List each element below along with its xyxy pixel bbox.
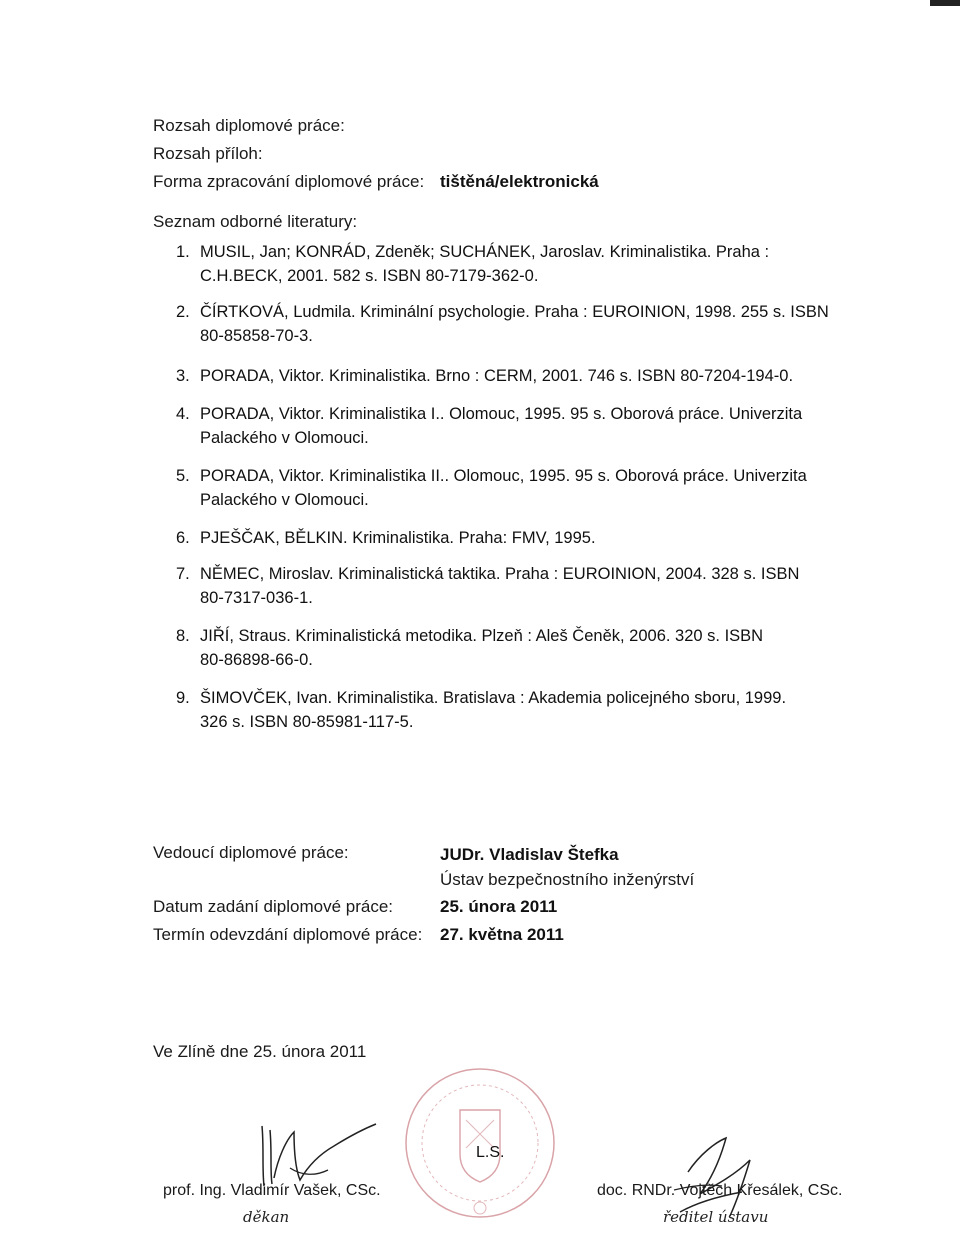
- literature-item-7: [176, 562, 799, 610]
- zadani-label: Datum zadání diplomové práce:: [153, 897, 394, 916]
- item-line-2: 326 s. ISBN 80-85981-117-5.: [200, 713, 414, 731]
- item-line-2: Palackého v Olomouci.: [200, 491, 369, 509]
- place-date: Ve Zlíně dne 25. února 2011: [153, 1042, 367, 1061]
- item-number: 3.: [176, 367, 190, 385]
- literature-item-6: [176, 526, 596, 550]
- item-line-1: PORADA, Viktor. Kriminalistika I.. Olomouc, 1995. 95 s. Oborová práce. Univerzita: [200, 405, 803, 423]
- literature-item-9: [176, 686, 786, 734]
- item-line-1: NĚMEC, Miroslav. Kriminalistická taktika. Praha : EUROINION, 2004. 328 s. ISBN: [200, 565, 800, 583]
- dean-name: prof. Ing. Vladimír Vašek, CSc.: [163, 1182, 381, 1199]
- forma-label: Forma zpracování diplomové práce:: [153, 172, 425, 191]
- vedouci-department: Ústav bezpečnostního inženýrství: [440, 870, 695, 889]
- odevzdani-value: 27. května 2011: [440, 925, 564, 944]
- literatura-label: Seznam odborné literatury:: [153, 212, 358, 231]
- item-line-1: ČÍRTKOVÁ, Ludmila. Kriminální psychologie. Praha : EUROINION, 1998. 255 s. ISBN: [200, 303, 829, 321]
- item-line-2: C.H.BECK, 2001. 582 s. ISBN 80-7179-362-0.: [200, 267, 539, 285]
- item-number: 1.: [176, 243, 190, 261]
- item-line-2: 80-86898-66-0.: [200, 651, 313, 669]
- item-line-1: JIŘÍ, Straus. Kriminalistická metodika. Plzeň : Aleš Čeněk, 2006. 320 s. ISBN: [200, 627, 764, 645]
- item-number: 7.: [176, 565, 190, 583]
- forma-value: tištěná/elektronická: [440, 172, 599, 191]
- item-line-1: PORADA, Viktor. Kriminalistika II.. Olomouc, 1995. 95 s. Oborová práce. Univerzita: [200, 467, 807, 485]
- item-number: 6.: [176, 529, 190, 547]
- item-number: 4.: [176, 405, 190, 423]
- item-number: 2.: [176, 303, 190, 321]
- dean-title: děkan: [243, 1208, 290, 1226]
- university-stamp: [400, 1058, 560, 1228]
- item-line-2: 80-85858-70-3.: [200, 327, 313, 345]
- item-line-1: MUSIL, Jan; KONRÁD, Zdeněk; SUCHÁNEK, Jaroslav. Kriminalistika. Praha :: [200, 243, 770, 261]
- item-line-1: PJEŠČAK, BĚLKIN. Kriminalistika. Praha: FMV, 1995.: [200, 529, 596, 547]
- director-name: doc. RNDr. Vojtěch Křesálek, CSc.: [597, 1182, 843, 1199]
- literature-item-3: [176, 364, 793, 388]
- vedouci-label: Vedoucí diplomové práce:: [153, 843, 349, 862]
- zadani-value: 25. února 2011: [440, 897, 558, 916]
- ls-mark: L.S.: [476, 1144, 505, 1161]
- literature-item-5: [176, 464, 807, 512]
- dean-signature: [250, 1118, 380, 1190]
- literature-item-4: [176, 402, 802, 450]
- odevzdani-label: Termín odevzdání diplomové práce:: [153, 925, 423, 944]
- item-number: 9.: [176, 689, 190, 707]
- director-title: ředitel ústavu: [663, 1208, 769, 1226]
- rozsah-priloh-label: Rozsah příloh:: [153, 144, 263, 163]
- item-number: 8.: [176, 627, 190, 645]
- literature-item-1: [176, 240, 769, 288]
- item-line-1: PORADA, Viktor. Kriminalistika. Brno : CERM, 2001. 746 s. ISBN 80-7204-194-0.: [200, 367, 794, 385]
- literature-item-2: [176, 300, 829, 348]
- item-number: 5.: [176, 467, 190, 485]
- scan-edge-mark: [930, 0, 960, 6]
- item-line-2: 80-7317-036-1.: [200, 589, 313, 607]
- vedouci-name: JUDr. Vladislav Štefka: [440, 845, 619, 864]
- rozsah-prace-label: Rozsah diplomové práce:: [153, 116, 345, 135]
- item-line-2: Palackého v Olomouci.: [200, 429, 369, 447]
- literature-item-8: [176, 624, 763, 672]
- item-line-1: ŠIMOVČEK, Ivan. Kriminalistika. Bratislava : Akademia policejného sboru, 1999.: [200, 689, 787, 707]
